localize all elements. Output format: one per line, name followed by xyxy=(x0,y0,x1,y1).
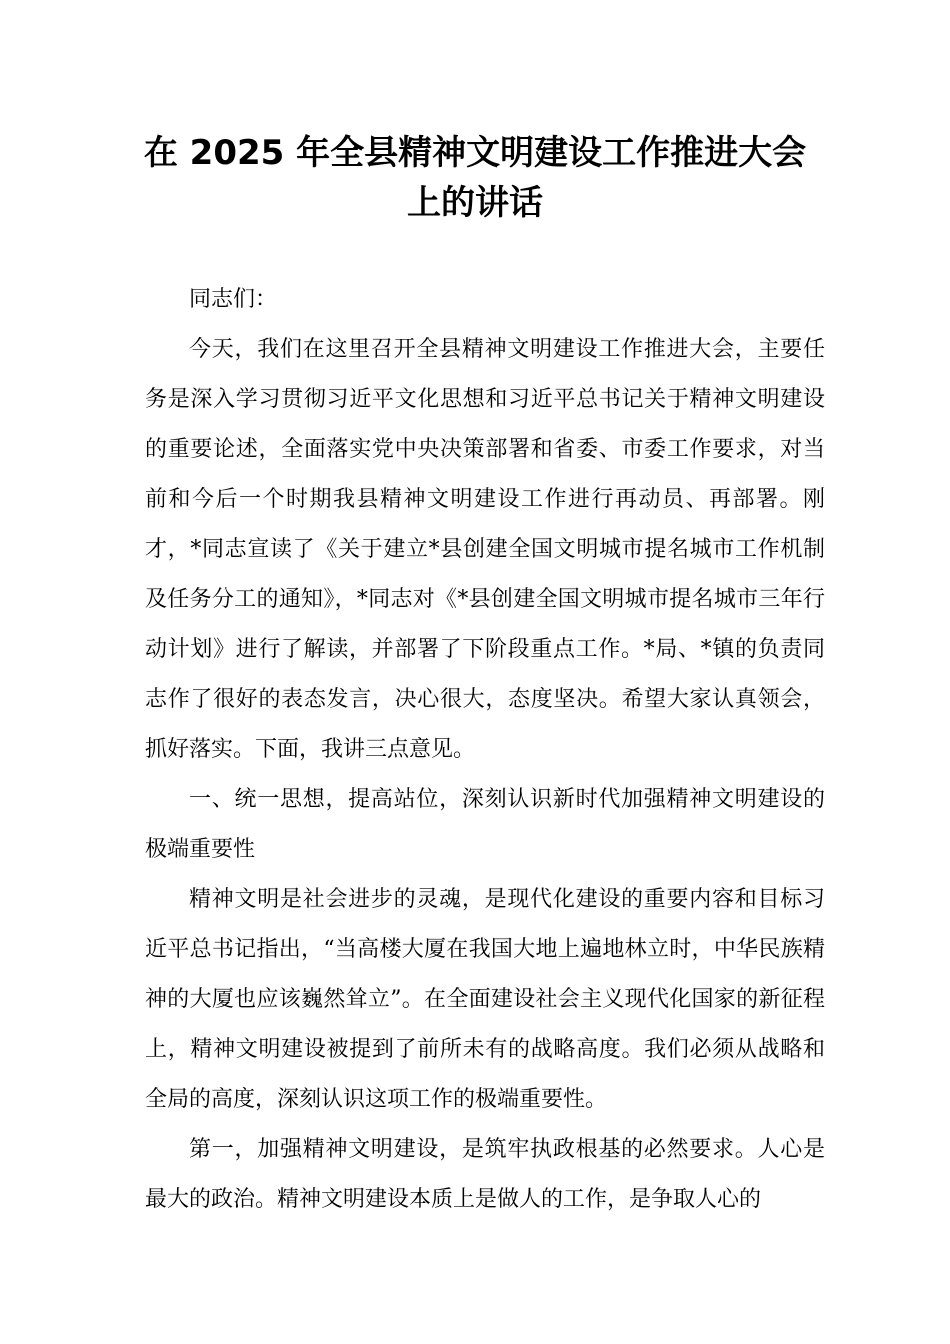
section-heading-1: 一、统一思想，提高站位，深刻认识新时代加强精神文明建设的极端重要性 xyxy=(145,787,825,862)
greeting: 同志们： xyxy=(189,287,278,312)
paragraph-point-1: 第一，加强精神文明建设，是筑牢执政根基的必然要求。人心是最大的政治。精神文明建设本质上是做人的工作，是争取人心的 xyxy=(145,1137,825,1212)
paragraph-intro: 今天，我们在这里召开全县精神文明建设工作推进大会，主要任务是深入学习贯彻习近平文化思想和习近平总书记关于精神文明建设的重要论述，全面落实党中央决策部署和省委、市委工作要求，对当前和今后一个时期我县精神文明建设工作进行再动员、再部署。刚才，*同志宣读了《关于建立*县创建全国文明城市提名城市工作机制及任务分工的通知》，*同志对《*县创建全国文明城市提名城市三年行动计划》进行了解读，并部署了下阶段重点工作。*局、*镇的负责同志作了很好的表态发言，决心很大，态度坚决。希望大家认真领会，抓好落实。下面，我讲三点意见。 xyxy=(145,337,825,762)
document-title xyxy=(120,128,830,228)
title-line-2: 上的讲话 xyxy=(407,183,543,223)
title-line-1: 在 2025 年全县精神文明建设工作推进大会 xyxy=(143,133,807,173)
document-body xyxy=(145,275,825,1225)
paragraph-section-1: 精神文明是社会进步的灵魂，是现代化建设的重要内容和目标习近平总书记指出，“当高楼大厦在我国大地上遍地林立时，中华民族精神的大厦也应该巍然耸立”。在全面建设社会主义现代化国家的新征程上，精神文明建设被提到了前所未有的战略高度。我们必须从战略和全局的高度，深刻认识这项工作的极端重要性。 xyxy=(145,887,825,1112)
